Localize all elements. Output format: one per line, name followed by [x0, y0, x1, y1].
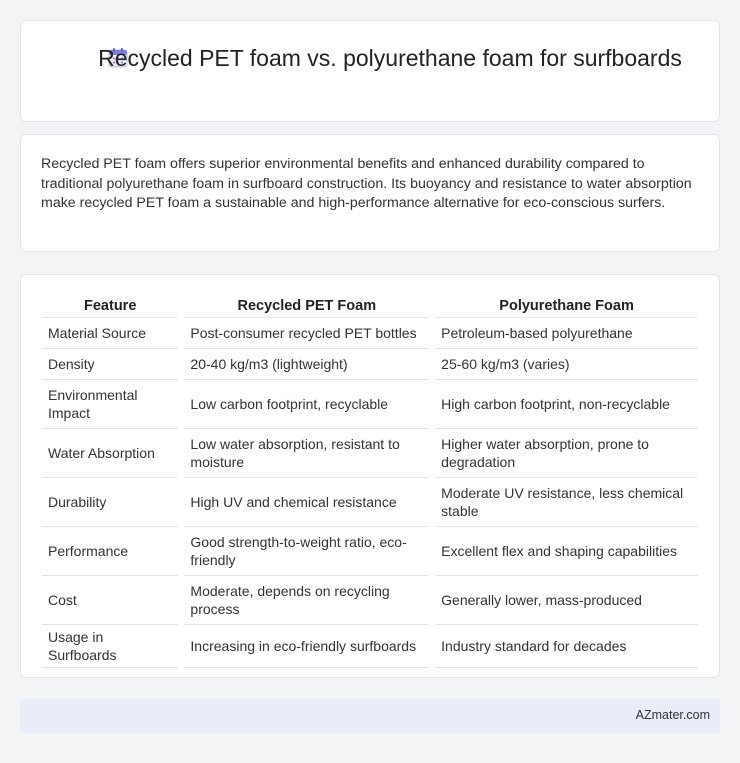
table-row — [42, 478, 698, 527]
row-pet-cell: Moderate, depends on recycling process — [184, 576, 429, 625]
row-pet-cell: 20-40 kg/m3 (lightweight) — [184, 349, 429, 380]
row-feature-cell: Durability — [42, 478, 178, 527]
row-pet-cell: Increasing in eco-friendly surfboards — [184, 625, 429, 668]
row-pu-cell: High carbon footprint, non-recyclable — [435, 380, 698, 429]
table-row — [42, 625, 698, 668]
table-row — [42, 576, 698, 625]
row-pu-cell: 25-60 kg/m3 (varies) — [435, 349, 698, 380]
row-feature-cell: Material Source — [42, 318, 178, 349]
row-feature-cell: Water Absorption — [42, 429, 178, 478]
row-pet-cell: Post-consumer recycled PET bottles — [184, 318, 429, 349]
column-header-polyurethane: Polyurethane Foam — [435, 297, 698, 318]
row-pu-cell: Generally lower, mass-produced — [435, 576, 698, 625]
column-header-recycled-pet: Recycled PET Foam — [184, 297, 429, 318]
row-feature-cell: Usage in Surfboards — [42, 625, 178, 668]
row-feature-cell: Cost — [42, 576, 178, 625]
row-pet-cell: Good strength-to-weight ratio, eco-friendly — [184, 527, 429, 576]
page-title: Recycled PET foam vs. polyurethane foam for surfboards — [98, 45, 682, 71]
row-pu-cell: Industry standard for decades — [435, 625, 698, 668]
table-header-row — [42, 297, 698, 318]
footer-brand: AZmater.com — [635, 708, 710, 722]
summary-card — [20, 134, 720, 252]
row-pet-cell: Low water absorption, resistant to moisture — [184, 429, 429, 478]
table-row — [42, 429, 698, 478]
summary-text: Recycled PET foam offers superior environmental benefits and enhanced durability compared to traditional polyurethane foam in surfboard construction. Its buoyancy and resistance to water absorption make recycled PET foam a sustainable and high-performance alternative for eco-conscious surfers. — [41, 156, 692, 211]
table-row — [42, 349, 698, 380]
table-row — [42, 318, 698, 349]
comparison-table-card — [20, 274, 720, 678]
comparison-table — [36, 297, 704, 668]
title-card — [20, 20, 720, 122]
row-pu-cell: Higher water absorption, prone to degradation — [435, 429, 698, 478]
row-pu-cell: Petroleum-based polyurethane — [435, 318, 698, 349]
table-row — [42, 527, 698, 576]
row-feature-cell: Performance — [42, 527, 178, 576]
row-pu-cell: Excellent flex and shaping capabilities — [435, 527, 698, 576]
row-pet-cell: High UV and chemical resistance — [184, 478, 429, 527]
row-feature-cell: Environmental Impact — [42, 380, 178, 429]
column-header-feature: Feature — [42, 297, 178, 318]
footer-bar — [20, 699, 720, 733]
row-feature-cell: Density — [42, 349, 178, 380]
row-pet-cell: Low carbon footprint, recyclable — [184, 380, 429, 429]
row-pu-cell: Moderate UV resistance, less chemical stable — [435, 478, 698, 527]
table-row — [42, 380, 698, 429]
